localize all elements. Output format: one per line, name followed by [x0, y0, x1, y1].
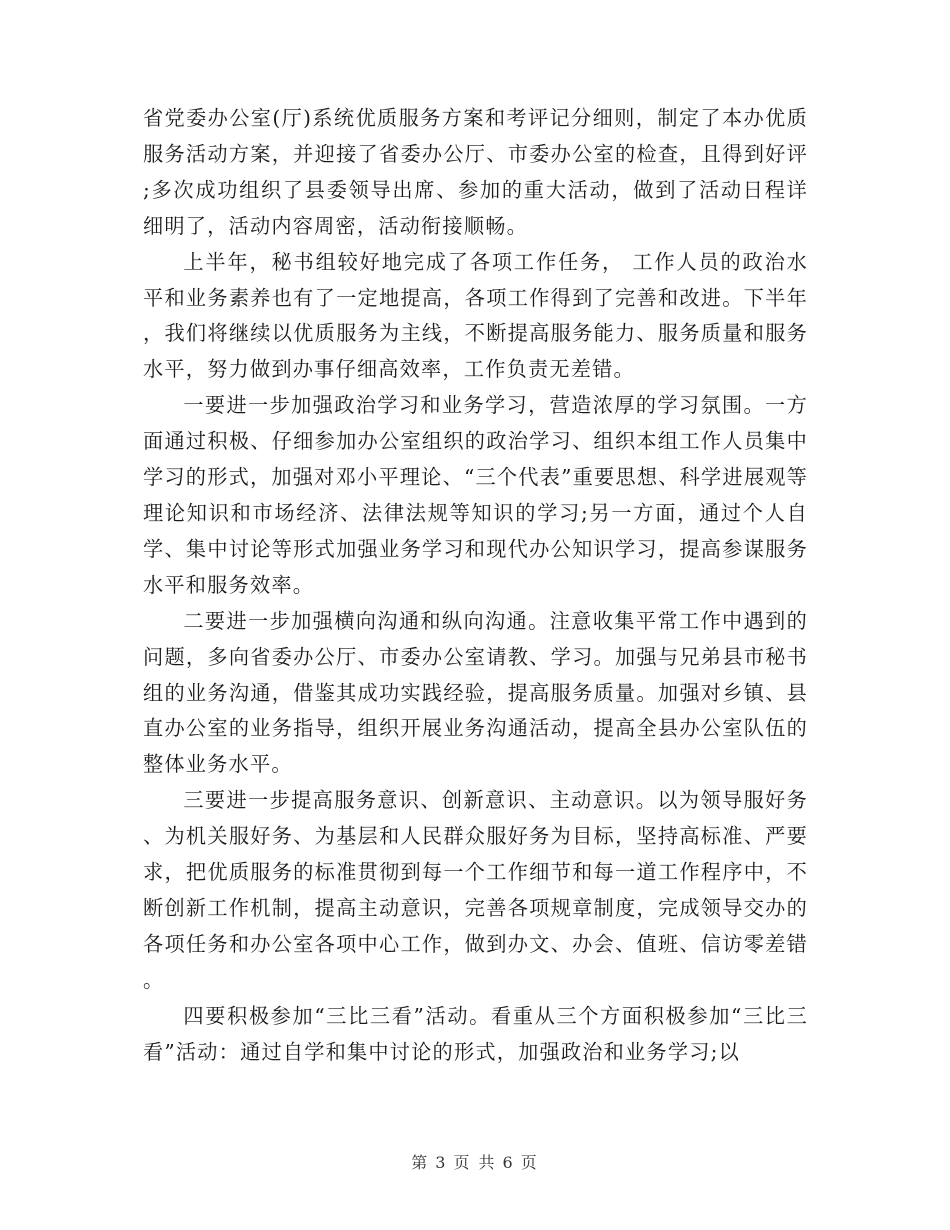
paragraph-3: 一要进一步加强政治学习和业务学习，营造浓厚的学习氛围。一方面通过积极、仔细参加办公室组织的政治学习、组织本组工作人员集中学习的形式，加强对邓小平理论、“三个代表”重要思想、科学进展观等理论知识和市场经济、法律法规等知识的学习;另一方面，通过个人自学、集中讨论等形式加强业务学习和现代办公知识学习，提高参谋服务水平和服务效率。 — [143, 393, 808, 597]
paragraph-5: 三要进一步提高服务意识、创新意识、主动意识。以为领导服好务、为机关服好务、为基层和人民群众服好务为目标，坚持高标准、严要求，把优质服务的标准贯彻到每一个工作细节和每一道工作程序中，不断创新工作机制，提高主动意识，完善各项规章制度，完成领导交办的各项任务和办公室各项中心工作，做到办文、办会、值班、信访零差错。 — [143, 788, 808, 992]
paragraph-4: 二要进一步加强横向沟通和纵向沟通。注意收集平常工作中遇到的问题，多向省委办公厅、市委办公室请教、学习。加强与兄弟县市秘书组的业务沟通，借鉴其成功实践经验，提高服务质量。加强对乡镇、县直办公室的业务指导，组织开展业务沟通活动，提高全县办公室队伍的整体业务水平。 — [143, 608, 808, 777]
paragraph-1: 省党委办公室(厅)系统优质服务方案和考评记分细则，制定了本办优质服务活动方案，并迎接了省委办公厅、市委办公室的检查，且得到好评;多次成功组织了县委领导出席、参加的重大活动，做到了活动日程详细明了，活动内容周密，活动衔接顺畅。 — [143, 106, 808, 238]
footer-page-number: 3 — [435, 1153, 448, 1172]
footer-prefix: 第 — [411, 1153, 430, 1172]
footer-suffix: 页 — [520, 1153, 539, 1172]
page-footer — [0, 1153, 950, 1173]
footer-middle: 页 共 — [453, 1153, 497, 1172]
paragraph-2: 上半年，秘书组较好地完成了各项工作任务， 工作人员的政治水平和业务素养也有了一定地提高，各项工作得到了完善和改进。下半年，我们将继续以优质服务为主线，不断提高服务能力、服务质量和服务水平，努力做到办事仔细高效率，工作负责无差错。 — [143, 249, 808, 382]
document-body — [143, 101, 808, 1070]
paragraph-6: 四要积极参加“三比三看”活动。看重从三个方面积极参加“三比三看”活动：通过自学和集中讨论的形式，加强政治和业务学习;以 — [143, 1003, 808, 1064]
footer-total-pages: 6 — [502, 1153, 515, 1172]
